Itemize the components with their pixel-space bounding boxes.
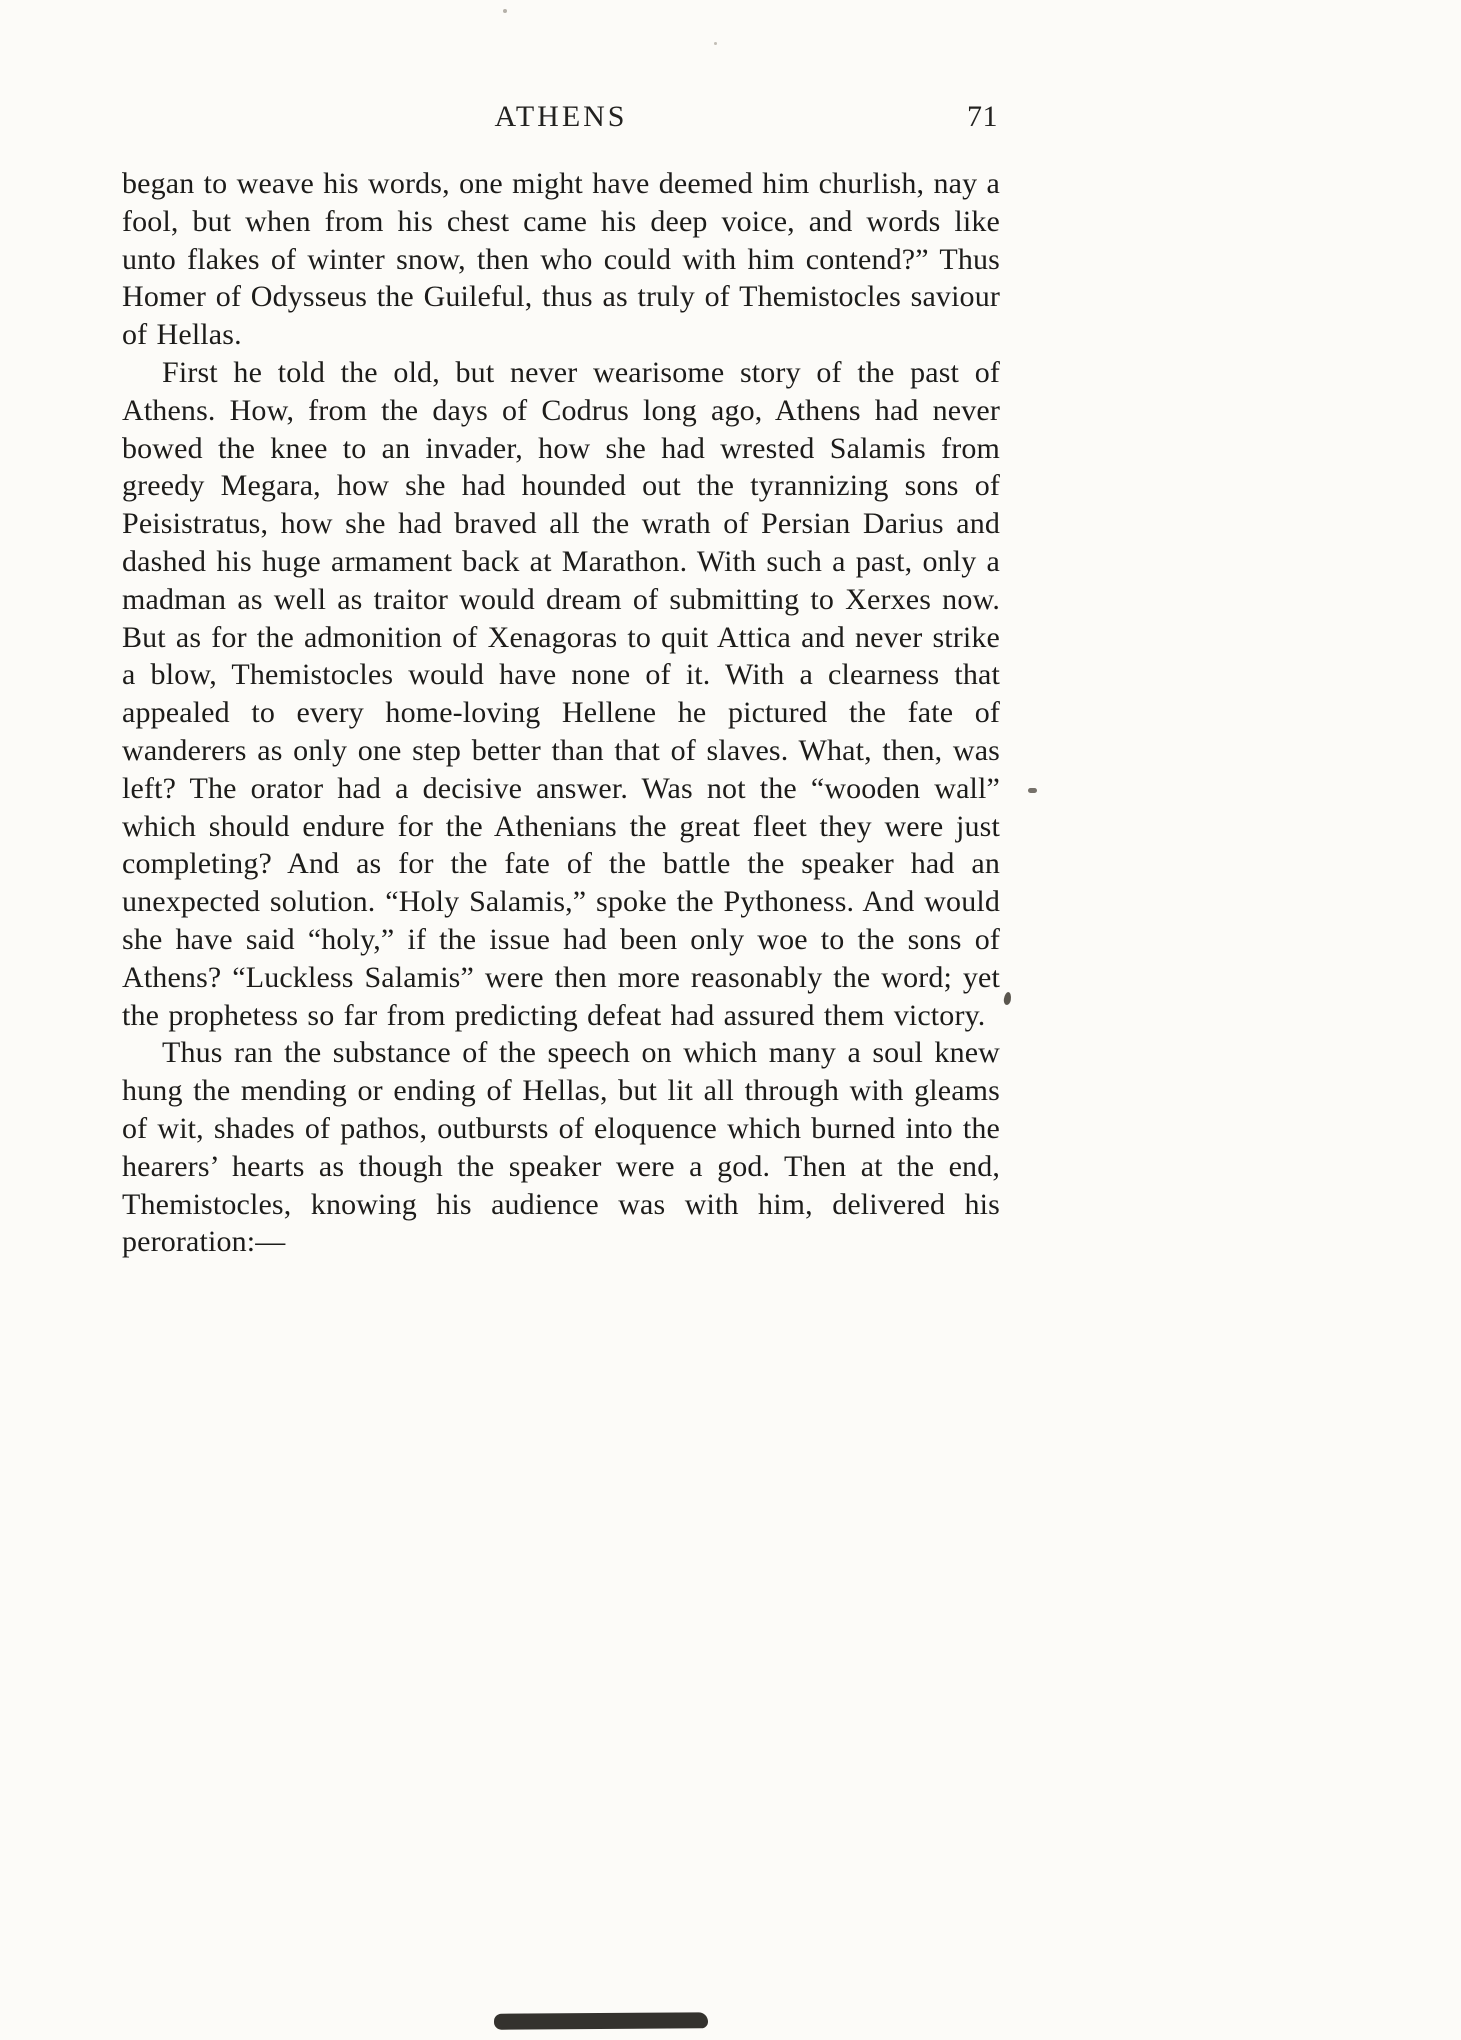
- paragraph-1: began to weave his words, one might have deemed him churlish, nay a fool, but when from his chest came his deep voice, and words like unto flakes of winter snow, then who could with him contend?” Thus Homer of Odysseus the Guileful, thus as truly of Themistocles saviour of Hellas.: [122, 167, 1000, 352]
- scan-artifact-mark: [1028, 788, 1037, 793]
- scan-artifact-speck: [714, 42, 717, 45]
- paragraph-2: First he told the old, but never wearisome story of the past of Athens. How, from the days of Codrus long ago, Athens had never bowed the knee to an invader, how she had wrested Salamis from greedy Megara, how she had hounded out the tyrannizing sons of Peisistratus, how she had braved all the wrath of Persian Darius and dashed his huge armament back at Marathon. With such a past, only a madman as well as traitor would dream of submitting to Xerxes now. But as for the admonition of Xenagoras to quit Attica and never strike a blow, Themistocles would have none of it. With a clearness that appealed to every home-loving Hellene he pictured the fate of wanderers as only one step better than that of slaves. What, then, was left? The orator had a decisive answer. Was not the “wooden wall” which should endure for the Athenians the great fleet they were just completing? And as for the fate of the battle the speaker had an unexpected solution. “Holy Salamis,” spoke the Pythoness. And would she have said “holy,” if the issue had been only woe to the sons of Athens? “Luckless Salamis” were then more reasonably the word; yet the prophetess so far from predicting defeat had assured them victory.: [122, 355, 1000, 1032]
- text-block: [122, 100, 1000, 1261]
- page-number: 71: [967, 100, 998, 133]
- scan-artifact-line: [494, 2012, 708, 2029]
- running-title: ATHENS: [494, 100, 628, 133]
- page-header: [122, 100, 1000, 134]
- scan-artifact-speck: [503, 9, 507, 13]
- scan-artifact-mark: [1003, 992, 1012, 1006]
- body-text: [122, 165, 1000, 1261]
- paragraph-3: Thus ran the substance of the speech on which many a soul knew hung the mending or ending of Hellas, but lit all through with gleams of wit, shades of pathos, outbursts of eloquence which burned into the hearers’ hearts as though the speaker were a god. Then at the end, Themistocles, knowing his audience was with him, delivered his peroration:—: [122, 1036, 1000, 1259]
